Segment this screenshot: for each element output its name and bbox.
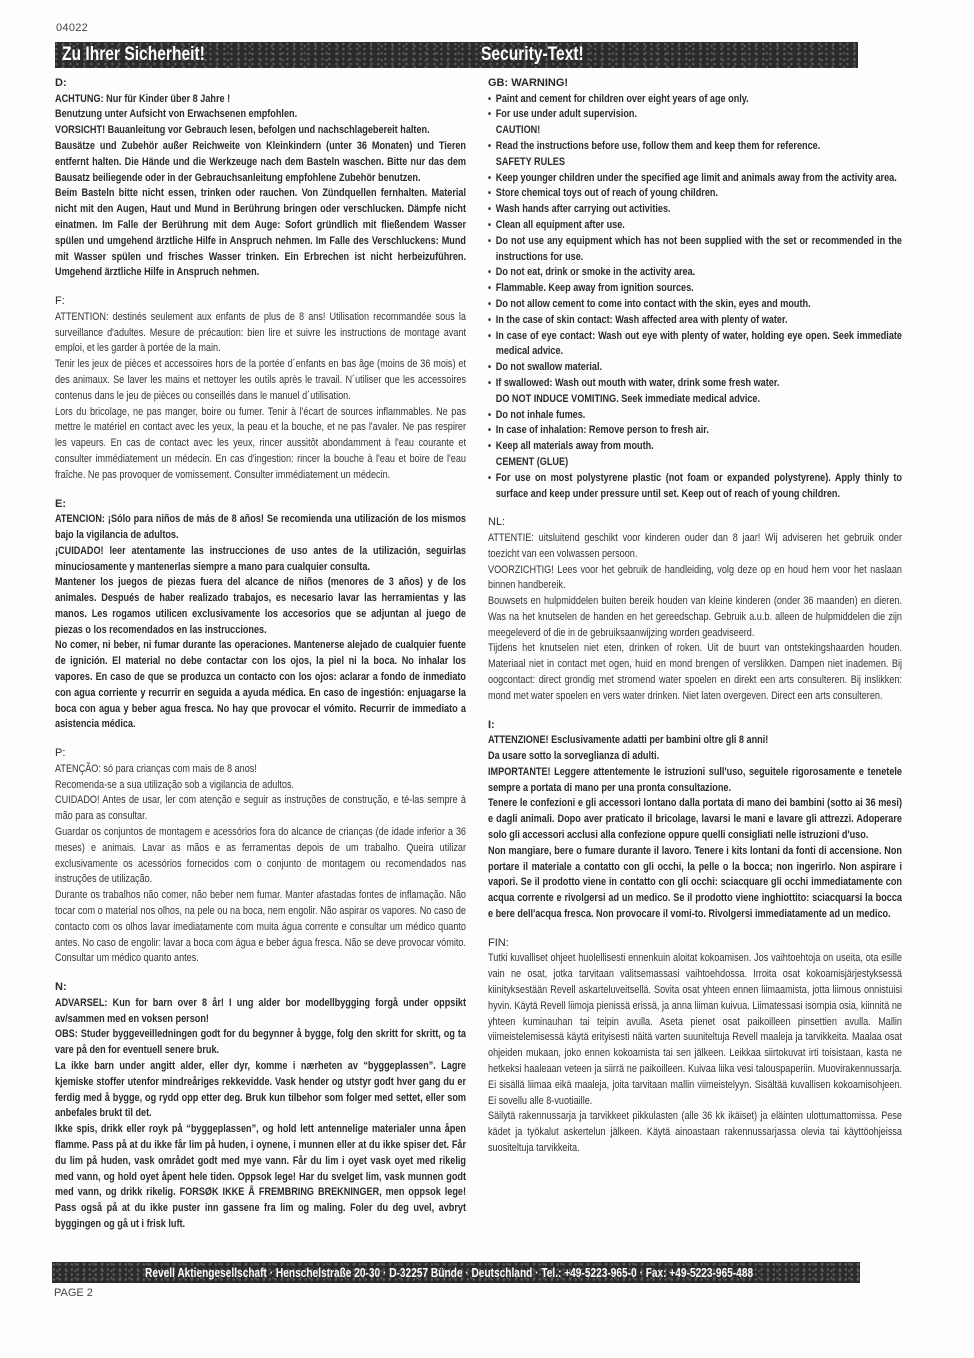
paragraph: Beim Basteln bitte nicht essen, trinken oder rauchen. Von Zündquellen fernhalten. Material nicht mit den Augen, Haut und Mund in Berührung bringen oder verschlucken. Dämpfe nicht einatmen. Im Falle der Berührung mit dem Auge: Sofort gründlich mit fließendem Wasser spülen und umgehend ärztliche Hilfe in Anspruch nehmen. Im Falle des Verschluckens: Mund mit Wasser spülen und frisches Wasser trinken. Ein Erbrechen ist nicht herbeizuführen. Umgehend ärztliche Hilfe in Anspruch nehmen. xyxy=(55,187,466,279)
header-bar xyxy=(55,42,858,68)
bullet-item xyxy=(488,281,902,297)
item-text: In case of inhalation: Remove person to fresh air. xyxy=(495,424,709,437)
language-label: P: xyxy=(55,747,66,760)
bullet-item xyxy=(488,171,902,187)
item-text: If swallowed: Wash out mouth with water, drink some fresh water. xyxy=(495,376,780,389)
section-french xyxy=(55,294,467,483)
bullet-icon: • xyxy=(488,298,492,310)
item-text: SAFETY RULES xyxy=(495,155,565,168)
bullet-icon: • xyxy=(488,472,492,484)
subheading xyxy=(488,155,902,171)
bullet-item xyxy=(488,471,902,503)
bullet-icon: • xyxy=(488,409,492,421)
document-number: 04022 xyxy=(56,22,89,34)
bullet-item xyxy=(488,423,902,439)
right-column xyxy=(488,76,903,1170)
section-norwegian xyxy=(55,980,467,1233)
paragraph: OBS: Studer byggeveilledningen godt for du begynner å bygge, folg den skritt for skritt, og ta vare på den for eventuell senere bruk. xyxy=(55,1028,466,1057)
subheading xyxy=(488,392,902,408)
bullet-item xyxy=(488,218,902,234)
paragraph: No comer, ni beber, ni fumar durante las operaciones. Mantenerse alejado de cualquier fuente de ignición. El material no debe contactar con los ojos, la piel ni la boca. No inhalar los vapores. En caso de que se produzca un contacto con los ojos: aclarar a fondo de inmediato con agua corriente y recurrir en seguida a ayuda médica. En caso de ingestión: enjuagarse la boca con agua y beber agua fresca. No hay que provocar el vómito. Recurrir de immediato a asistencia médica. xyxy=(55,639,466,731)
section-dutch xyxy=(488,515,903,704)
language-label: FIN: xyxy=(488,936,509,949)
bullet-spacer xyxy=(488,155,496,171)
paragraph: Ikke spis, drikk eller royk på “byggeplassen”, og hold lett antennelige materialer unna åpen flamme. Pass på at du ikke får lim på huden, i oynene, i munnen eller at du ikke spiser det. Får du lim på huden, vask området godt med mye vann. Får du lim i oyet vask oyet med rikelig med vann, og hold oyet åpent hele tiden. Oppsok lege! Har du svelget lim, vask munnen godt med vann, og drikk rikelig. FORSØK IKKE Å FREMBRING BREKNINGER, men oppsok lege! Pass også på at du ikke puster inn gassene fra lim og maling. Foler du deg uvel, avbryt byggingen og gå ut i frisk luft. xyxy=(55,1123,466,1230)
language-label: D: xyxy=(55,77,67,89)
paragraph: IMPORTANTE! Leggere attentemente le istruzioni sull'uso, seguitele rigorosamente e tenetele sempre a portata di mano per una pronta consultazione. xyxy=(488,765,902,794)
bullet-item xyxy=(488,439,902,455)
bullet-item xyxy=(488,139,902,155)
paragraph: ATENCION: ¡Sólo para niños de más de 8 años! Se recomienda una utilización de los mismos bajo la vigilancia de adultos. xyxy=(55,513,466,541)
paragraph: ADVARSEL: Kun for barn over 8 år! I ung alder bor modellbygging forgå under oppsikt av/sammen med en voksen person! xyxy=(55,996,466,1025)
paragraph: Mantener los juegos de piezas fuera del alcance de niños (menores de 3 años) y de los animales. Después de haber realizado trabajos, es necesario lavar las herramientas y las manos. Les rogamos utilicen exclusivamente los accesorios que se adjuntan al juego de piezas o los recomendados en las instrucciones. xyxy=(55,576,466,636)
company-address: Revell Aktiengesellschaft · Henschelstraße 20-30 · D-32257 Bünde · Deutschland · Tel.: +49-5223-965-0 · Fax: +49-5223-965-488 xyxy=(145,1265,754,1280)
bullet-item xyxy=(488,202,902,218)
bullet-icon: • xyxy=(488,267,492,279)
item-text: Do not swallow material. xyxy=(495,361,603,374)
section-portuguese xyxy=(55,746,467,967)
footer-bar xyxy=(52,1262,860,1283)
paragraph: VOORZICHTIG! Lees voor het gebruik de handleiding, volg deze op en houd hem voor het naslaan binnen handbereik. xyxy=(488,563,902,592)
paragraph: Benutzung unter Aufsicht von Erwachsenen empfohlen. xyxy=(55,108,298,121)
paragraph: Tutki kuvalliset ohjeet huolellisesti ennenkuin aloitat kokoamisen. Jos vaihtoehtoja on useita, ota esille vain ne osat, jotka tarvitaan valitsemassasi vaihtoehdossa. Irroita osat kokoamisjärjestyksessä kiinityksestään Revell askarteluveitsellä. Sovita osat yhteen ennen liimaamista, jotta liimous onnistuisi hyvin. Käytä Revell liimoja pienissä erissä, ja anna liiman kuivua. Liimatessasi isompia osia, kiinnitä ne yhteen kuminauhan tai teipin avulla. Aseta pienet osat paikoilleen pinsettien avulla. Mallin viimeistelemisessä käytä erityisesti näitä varten suuniteltuja Revell maaleja ja tarvikkeita. Maalaa osat ohjeiden mukaan, joko ennen kokoamista tai sen jälkeen. Leikkaa siirtokuvat irti toisistaan, kasta ne hetkeksi haaleaan veteen ja siirrä ne paikoilleen. Kuivaa liika vesi talouspaperiin. Muovirakennussarja. Ei sisällä liimaa eikä maaleja, joita tarvitaan mallin viimeistelyyn. Sisältää kuvallisen kokoamisohjeen. Ei sovellu alle 8-vuotiaille. xyxy=(488,952,902,1107)
bullet-spacer xyxy=(488,123,496,139)
bullet-icon: • xyxy=(488,109,492,121)
language-label: GB: WARNING! xyxy=(488,77,569,89)
paragraph: La ikke barn under angitt alder, eller dyr, komme i nærheten av “byggeplassen”. Lagre kjemiske stoffer utenfor mindreåriges rekkevidde. Vask hender og utstyr godt hver gang du er ferdig med å bygge, og rydd opp etter deg. Bruk kun tilbehor som folger med settet, eller som anbefales brukt til det. xyxy=(55,1060,466,1120)
item-text: CAUTION! xyxy=(495,124,541,137)
bullet-item xyxy=(488,297,902,313)
bullet-spacer xyxy=(488,392,496,408)
paragraph: Durante os trabalhos não comer, não beber nem fumar. Manter afastadas fontes de inflamação. Não tocar com o material nos olhos, na pele ou na boca, nem engolir. Não aspirar os vapores. No caso de contacto com os olhos lavar imediatamente com muita água corrente e consultar um médico quanto antes. No caso de engolir: lavar a boca com água e beber água fresca. Não se deve provocar vómito. Consultar um médico quanto antes. xyxy=(55,889,466,965)
bullet-icon: • xyxy=(488,314,492,326)
item-text: Clean all equipment after use. xyxy=(495,218,625,231)
item-text: In the case of skin contact: Wash affected area with plenty of water. xyxy=(495,313,788,326)
bullet-icon: • xyxy=(488,93,492,105)
item-text: CEMENT (GLUE) xyxy=(495,455,569,468)
section-english xyxy=(488,76,903,502)
paragraph: Tijdens het knutselen niet eten, drinken of roken. Uit de buurt van ontstekingshaarden houden. Materiaal niet in contact met ogen, huid en mond brengen of verslikken. Dampen niet inademen. Bij oogcontact: direct grondig met stromend water spoelen en direkt een arts consulteren. Bij inslikken: mond met water spoelen en vers water drinken. Niet laten overgeven. Direct een arts consulteren. xyxy=(488,642,902,702)
item-text: DO NOT INDUCE VOMITING. Seek immediate medical advice. xyxy=(495,392,761,405)
paragraph: VORSICHT! Bauanleitung vor Gebrauch lesen, befolgen und nachschlagebereit halten. xyxy=(55,124,430,137)
bullet-item xyxy=(488,376,902,392)
subheading xyxy=(488,123,902,139)
section-spanish xyxy=(55,497,467,734)
paragraph: ATENÇÃO: só para crianças com mais de 8 anos! xyxy=(55,762,257,775)
language-label: NL: xyxy=(488,516,506,529)
bullet-item xyxy=(488,360,902,376)
language-label: E: xyxy=(55,497,66,510)
bullet-icon: • xyxy=(488,235,492,247)
section-finnish xyxy=(488,936,903,1157)
header-title-english: Security-Text! xyxy=(481,44,584,65)
paragraph: Lors du bricolage, ne pas manger, boire ou fumer. Tenir à l'écart de sources inflammables. Ne pas mettre le matériel en contact avec les yeux, la peau et la bouche, et ne pas l'avaler. Ne pas respirer les vapeurs. En cas de contact avec les yeux, rincer aussitôt abondamment à l'eau courante et consulter immédiatement un médecin. En cas d'ingestion: rincer la bouche à l'eau et boire de l'eau fraîche. Ne pas provoquer de vomissement. Consulter immédiatement un médecin. xyxy=(55,405,466,481)
item-text: Do not allow cement to come into contact with the skin, eyes and mouth. xyxy=(495,297,811,310)
bullet-icon: • xyxy=(488,441,492,453)
paragraph: Säilytä rakennussarja ja tarvikkeet pikkulasten (alle 36 kk ikäiset) ja eläinten ulottumattomissa. Pese kädet ja työkalut askertelun jälkeen. Käytä ainoastaan rakennussarjassa olevia tai käyttöohjeissa suositeltuja tarvikkeita. xyxy=(488,1110,902,1154)
item-text: Paint and cement for children over eight years of age only. xyxy=(495,92,749,105)
paragraph: ATTENZIONE! Esclusivamente adatti per bambini oltre gli 8 anni! xyxy=(488,734,769,747)
bullet-item xyxy=(488,265,902,281)
item-text: Keep all materials away from mouth. xyxy=(495,440,654,453)
section-german xyxy=(55,76,467,281)
item-text: Do not eat, drink or smoke in the activity area. xyxy=(495,266,696,279)
section-italian xyxy=(488,718,903,923)
paragraph: ATTENTIE: uitsluitend geschikt voor kinderen ouder dan 8 jaar! Wij adviseren het gebruik onder toezicht van een volwassen persoon. xyxy=(488,531,902,560)
paragraph: Tenir les jeux de pièces et accessoires hors de la portée d´enfants en bas âge (moins de 36 mois) et des animaux. Se laver les mains et nettoyer les outils après le travail. N´utiliser que les accessoires contenus dans le jeu de pièces ou conseillés dans le manuel d´utilisation. xyxy=(55,358,466,402)
item-text: Wash hands after carrying out activities. xyxy=(495,203,671,216)
language-label: N: xyxy=(55,981,67,994)
bullet-icon: • xyxy=(488,377,492,389)
paragraph: Bouwsets en hulpmiddelen buiten bereik houden van kleine kinderen (onder 36 maanden) en dieren. Was na het knutselen de handen en het gereedschap. Gebruik a.u.b. alleen de hulpmiddelen die zijn meegeleverd of die in de gebruiksaanwijzing worden geadviseerd. xyxy=(488,595,902,639)
bullet-item xyxy=(488,107,902,123)
bullet-icon: • xyxy=(488,425,492,437)
bullet-icon: • xyxy=(488,283,492,295)
bullet-item xyxy=(488,92,902,108)
bullet-item xyxy=(488,408,902,424)
item-text: In case of eye contact: Wash out eye with plenty of water, holding eye open. Seek immediate medical advice. xyxy=(495,329,902,358)
bullet-icon: • xyxy=(488,188,492,200)
paragraph: Non mangiare, bere o fumare durante il lavoro. Tenere i kits lontani da fonti di accensione. Non portare il materiale a contatto con gli occhi, la pelle o la bocca; non ingerirlo. Non aspirare i vapori. Se il prodotto viene in contatto con gli occhi: sciacquare gli occhi immediatamente con acqua corrente e rivolgersi ad un medico. Se il prodotto viene inghiottito: sciacquarsi la bocca e bere dell'acqua fresca. Non provocare il vomi-to. Rivolgersi immediatamente ad un medico. xyxy=(488,844,902,921)
item-text: Flammable. Keep away from ignition sources. xyxy=(495,282,694,295)
bullet-icon: • xyxy=(488,204,492,216)
bullet-icon: • xyxy=(488,172,492,184)
item-text: Keep younger children under the specified age limit and animals away from the activity area. xyxy=(495,171,897,184)
paragraph: ACHTUNG: Nur für Kinder über 8 Jahre ! xyxy=(55,92,231,105)
bullet-icon: • xyxy=(488,219,492,231)
paragraph: Bausätze und Zubehör außer Reichweite von Kleinkindern (unter 36 Monaten) und Tieren entfernt halten. Die Hände und die Werkzeuge nach dem Basteln waschen. Bitte nur das dem Bausatz beiliegende oder in der Gebrauchsanleitung empfohlene Zubehör benutzen. xyxy=(55,139,466,184)
left-column xyxy=(55,76,467,1246)
bullet-icon: • xyxy=(488,362,492,374)
language-label: F: xyxy=(55,295,65,308)
paragraph: ATTENTION: destinés seulement aux enfants de plus de 8 ans! Utilisation recommandée sous la surveillance d'adultes. Mesure de précaution: bien lire et suivre les instructions de montage avant emploi, et les garder à portée de la main. xyxy=(55,310,466,355)
bullet-icon: • xyxy=(488,330,492,342)
paragraph: Tenere le confezioni e gli accessori lontano dalla portata di mano dei bambini (sotto ai 36 mesi) e dagli animali. Dopo aver praticato il bricolage, lavarsi le mani e lavare gli attrezzi. Adoperare solo gli accessori acclusi alla confezione oppure quelli consigliati nelle istruzioni d'uso. xyxy=(488,797,902,842)
paragraph: ¡CUIDADO! leer atentamente las instrucciones de uso antes de la utilización, seguirlas minuciosamente y mantenerlas siempre a mano para cualquier consulta. xyxy=(55,544,466,573)
bullet-spacer xyxy=(488,455,496,471)
paragraph: CUIDADO! Antes de usar, ler com atenção e seguir as instruções de construção, e té-las sempre à mão para as consultar. xyxy=(55,794,466,823)
bullet-item xyxy=(488,329,902,361)
item-text: Store chemical toys out of reach of young children. xyxy=(495,187,718,200)
paragraph: Guardar os conjuntos de montagem e acessórios fora do alcance de crianças (de idade inferior a 36 meses) e animais. Lavar as mãos e as ferramentas depois de um trabalho. Queira utilizar exclusivamente os acessórios fornecidos com o conjunto de montagem ou recomendados nas instruções de utilização. xyxy=(55,826,466,886)
subheading xyxy=(488,455,902,471)
warning-list xyxy=(488,92,903,503)
header-title-german: Zu Ihrer Sicherheit! xyxy=(62,44,205,65)
item-text: Do not inhale fumes. xyxy=(495,408,586,421)
bullet-item xyxy=(488,186,902,202)
paragraph: Da usare sotto la sorveglianza di adulti. xyxy=(488,750,660,763)
bullet-item xyxy=(488,234,902,266)
item-text: Read the instructions before use, follow them and keep them for reference. xyxy=(495,139,821,152)
page-number: PAGE 2 xyxy=(54,1287,93,1299)
item-text: For use on most polystyrene plastic (not foam or expanded polystyrene). Apply thinly to surface and keep under pressure until set. Keep out of reach of young children. xyxy=(495,471,902,500)
language-label: I: xyxy=(488,718,495,731)
bullet-icon: • xyxy=(488,140,492,152)
item-text: Do not use any equipment which has not been supplied with the set or recommended in the instructions for use. xyxy=(495,234,902,263)
bullet-item xyxy=(488,313,902,329)
item-text: For use under adult supervision. xyxy=(495,108,637,121)
paragraph: Recomenda-se a sua utilização sob a vigilancia de adultos. xyxy=(55,778,295,791)
